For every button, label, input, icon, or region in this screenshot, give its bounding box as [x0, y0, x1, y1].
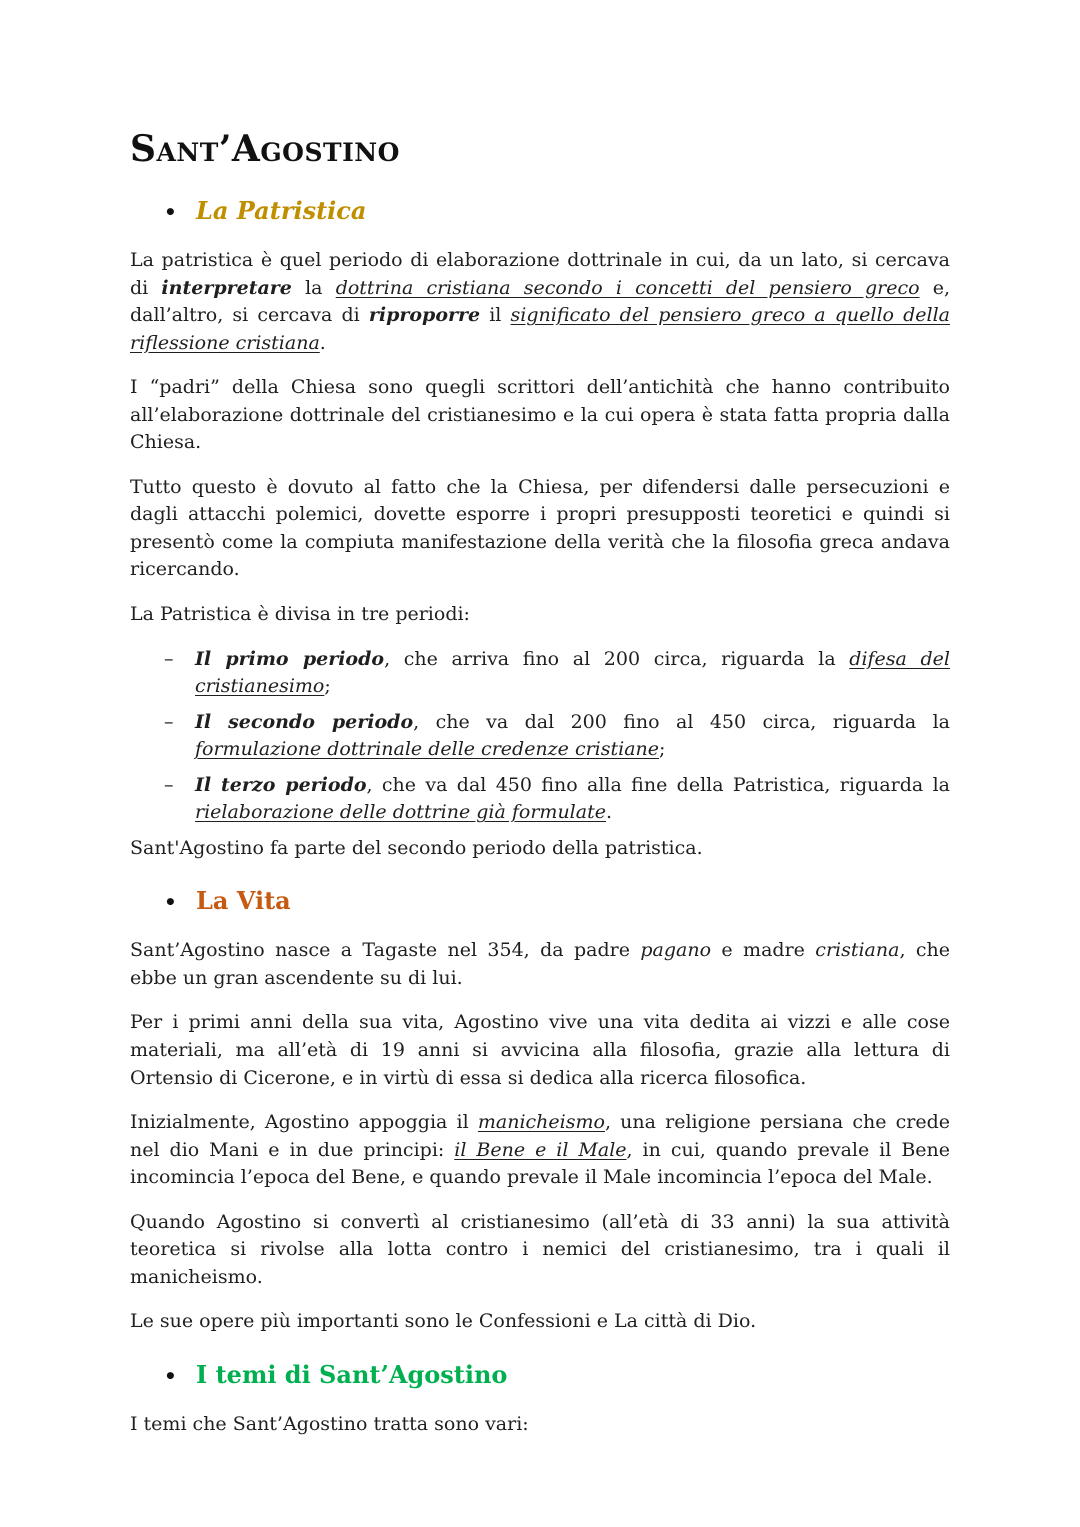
- text-run: , una religione persiana che crede nel dio Mani e in due principi:: [130, 1111, 950, 1161]
- text-run: Sant’Agostino nasce a Tagaste nel 354, da padre: [130, 939, 641, 962]
- text-run: Per i primi anni della sua vita, Agostino vive una vita dedita ai vizzi e alle cose materiali, ma all’età di 19 anni si avvicina alla filosofia, grazie alla lettura di Ortensio di Cicerone, e in virtù di essa si dedica alla ricerca filosofica.: [130, 1011, 950, 1089]
- text-run: , in cui, quando prevale il Bene incomincia l’epoca del Bene, e quando prevale il Male incomincia l’epoca del Male.: [130, 1138, 951, 1189]
- text-run: Quando Agostino si convertì al cristianesimo (all’età di 33 anni) la sua attività teoretica si rivolse alla lotta contro i nemici del cristianesimo, tra i quali il manicheismo.: [130, 1210, 950, 1288]
- document-title: Sant’Agostino: [130, 128, 400, 170]
- text-run: ;: [324, 675, 331, 698]
- text-run: cristiana: [815, 939, 900, 962]
- text-run: pagano: [640, 939, 712, 962]
- text-run: Il primo periodo: [195, 647, 385, 670]
- text-run: .: [605, 801, 613, 824]
- text-run: la: [291, 276, 336, 299]
- list-dash-marker: –: [164, 647, 174, 670]
- section-heading: [164, 886, 950, 915]
- paragraph: [130, 1109, 950, 1192]
- paragraph: [130, 1209, 950, 1292]
- text-run: , che ebbe un gran ascendente su di lui.: [130, 939, 951, 989]
- text-run: Sant'Agostino fa parte del secondo periodo della patristica.: [130, 836, 703, 859]
- list-dash-marker: –: [164, 710, 174, 733]
- section-heading: [164, 1360, 950, 1389]
- text-run: I temi che Sant’Agostino tratta sono vari:: [130, 1412, 529, 1435]
- section-heading: [164, 196, 950, 225]
- bullet-icon: •: [164, 890, 177, 915]
- paragraph: [130, 1009, 950, 1092]
- text-run: Le sue opere più importanti sono le Confessioni e La città di Dio.: [130, 1310, 757, 1333]
- list-item-text: [195, 772, 950, 827]
- paragraph: [130, 374, 950, 457]
- text-run: , che va dal 450 fino alla fine della Patristica, riguarda la: [366, 773, 951, 796]
- list-item: [164, 709, 950, 764]
- text-run: manicheismo: [477, 1111, 605, 1134]
- text-run: il: [480, 304, 511, 327]
- paragraph: [130, 1411, 950, 1439]
- paragraph: [130, 247, 950, 357]
- list-item-text: [195, 646, 950, 701]
- text-run: Il secondo periodo: [195, 710, 414, 733]
- list-item: [164, 772, 950, 827]
- text-run: rielaborazione delle dottrine già formulate: [195, 801, 606, 824]
- text-run: interpretare: [161, 276, 292, 299]
- text-run: .: [319, 331, 326, 354]
- section-heading-text: La Patristica: [196, 196, 367, 225]
- text-run: , che arriva fino al 200 circa, riguarda la: [384, 647, 850, 670]
- text-run: La Patristica è divisa in tre periodi:: [130, 603, 470, 626]
- list-item: [164, 646, 950, 701]
- text-run: dottrina cristiana secondo i concetti del pensiero greco: [335, 276, 920, 299]
- paragraph: [130, 835, 950, 863]
- bullet-icon: •: [164, 200, 177, 224]
- text-run: La patristica è quel periodo di elaborazione dottrinale in cui, da un lato, si cercava di: [130, 249, 950, 299]
- section-heading-text: I temi di Sant’Agostino: [196, 1359, 508, 1389]
- text-run: Inizialmente, Agostino appoggia il: [130, 1111, 478, 1134]
- text-run: Il terzo periodo: [195, 773, 367, 796]
- document-content: [130, 128, 950, 1439]
- text-run: formulazione dottrinale delle credenze cristiane: [195, 738, 660, 761]
- section-heading-text: La Vita: [196, 886, 291, 916]
- paragraph: [130, 1308, 950, 1336]
- paragraph: [130, 474, 950, 584]
- text-run: difesa del cristianesimo: [195, 647, 950, 698]
- paragraph: [130, 937, 950, 992]
- text-run: e madre: [711, 939, 816, 962]
- text-run: Tutto questo è dovuto al fatto che la Chiesa, per difendersi dalle persecuzioni e dagli attacchi polemici, dovette esporre i propri presupposti teoretici e quindi si presentò come la compiuta manifestazione della verità che la filosofia greca andava ricercando.: [130, 475, 950, 581]
- text-run: significato del pensiero greco a quello della riflessione cristiana: [130, 304, 951, 354]
- text-run: riproporre: [368, 304, 481, 327]
- list-dash-marker: –: [164, 773, 174, 796]
- list-item-text: [195, 709, 950, 764]
- paragraph: [130, 601, 950, 629]
- text-run: il Bene e il Male: [454, 1138, 627, 1161]
- text-run: I “padri” della Chiesa sono quegli scrittori dell’antichità che hanno contribuito all’elaborazione dottrinale del cristianesimo e la cui opera è stata fatta propria dalla Chiesa.: [130, 376, 950, 454]
- text-run: , che va dal 200 fino al 450 circa, riguarda la: [413, 710, 951, 733]
- text-run: ;: [659, 738, 666, 761]
- text-run: e, dall’altro, si cercava di: [130, 276, 951, 327]
- bullet-icon: •: [164, 1363, 177, 1388]
